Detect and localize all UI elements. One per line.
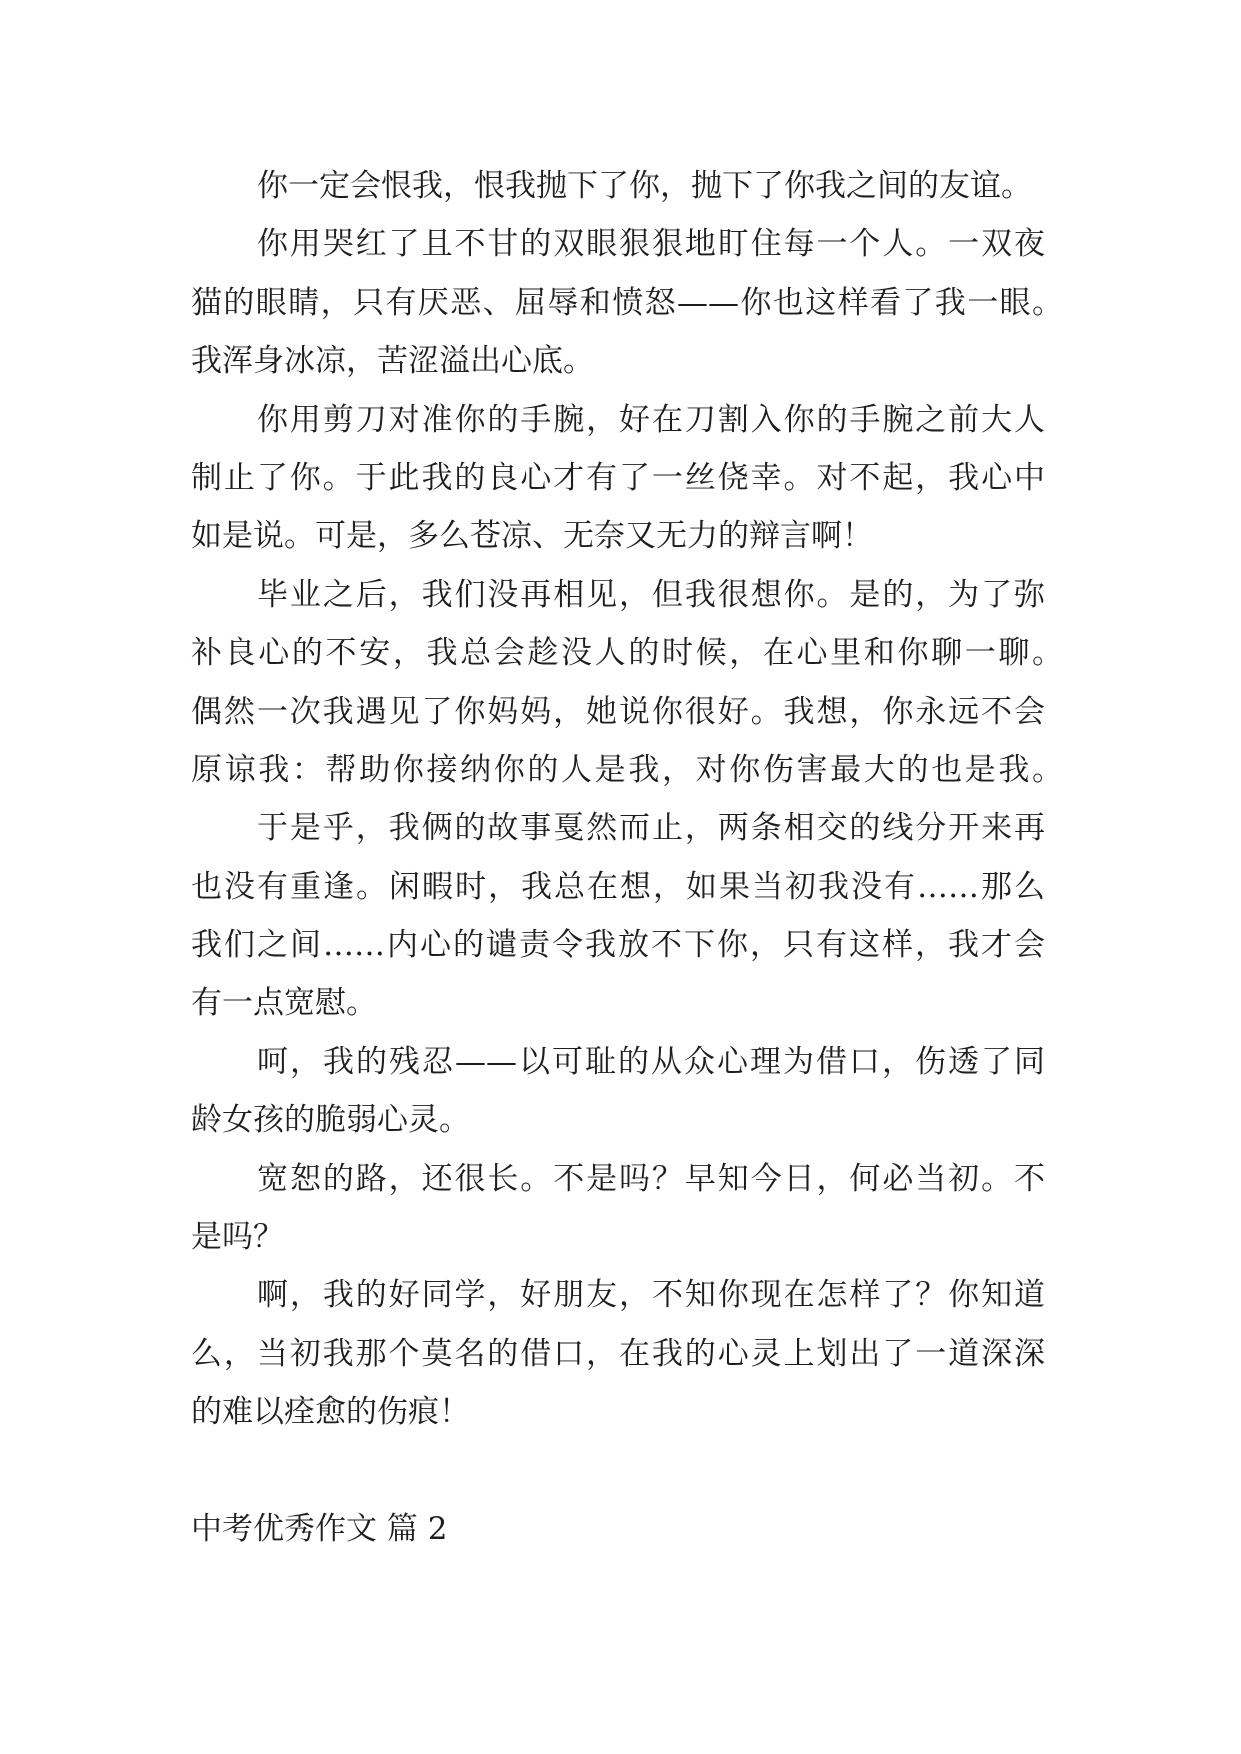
- paragraph: [191, 1150, 1071, 1267]
- paragraph-line: 有一点宽慰。: [191, 985, 377, 1022]
- paragraph-line: 也没有重逢。闲暇时，我总在想，如果当初我没有……那么: [191, 868, 1045, 905]
- paragraph-line: 于是乎，我俩的故事戛然而止，两条相交的线分开来再: [257, 810, 1045, 847]
- essay-body: [191, 157, 1071, 1558]
- paragraph-line: 么，当初我那个莫名的借口，在我的心灵上划出了一道深深: [191, 1335, 1045, 1372]
- paragraph: [191, 1266, 1071, 1441]
- paragraph-line: 你用哭红了且不甘的双眼狠狠地盯住每一个人。一双夜: [257, 226, 1045, 263]
- paragraph-line: 补良心的不安，我总会趁没人的时候，在心里和你聊一聊。: [191, 635, 1063, 672]
- paragraph-line: 呵，我的残忍——以可耻的从众心理为借口，伤透了同: [257, 1043, 1045, 1080]
- paragraph: [191, 215, 1071, 390]
- paragraph-line: 是吗？: [191, 1219, 284, 1256]
- paragraph-line: 毕业之后，我们没再相见，但我很想你。是的，为了弥: [257, 576, 1045, 613]
- paragraph-line: 龄女孩的脆弱心灵。: [191, 1102, 470, 1139]
- paragraph-line: 猫的眼睛，只有厌恶、屈辱和愤怒——你也这样看了我一眼。: [191, 284, 1063, 321]
- blank-line: [191, 1442, 1071, 1500]
- paragraph-line: 你用剪刀对准你的手腕，好在刀割入你的手腕之前大人: [257, 401, 1045, 438]
- paragraph-line: 偶然一次我遇见了你妈妈，她说你很好。我想，你永远不会: [191, 693, 1045, 730]
- paragraph-line: 如是说。可是，多么苍凉、无奈又无力的辩言啊！: [191, 518, 873, 555]
- section-heading: 中考优秀作文 篇 2: [191, 1510, 448, 1547]
- paragraph-line: 宽恕的路，还很长。不是吗？早知今日，何必当初。不: [257, 1160, 1045, 1197]
- paragraph-line: 的难以痊愈的伤痕！: [191, 1394, 470, 1431]
- paragraph-line: 原谅我：帮助你接纳你的人是我，对你伤害最大的也是我。: [191, 751, 1063, 788]
- paragraph: [191, 799, 1071, 1033]
- paragraph: [191, 391, 1071, 566]
- paragraph-line: 你一定会恨我，恨我抛下了你，抛下了你我之间的友谊。: [257, 168, 1032, 204]
- paragraph: [191, 157, 1071, 215]
- paragraph-line: 制止了你。于此我的良心才有了一丝侥幸。对不起，我心中: [191, 459, 1045, 496]
- paragraph-line: 我浑身冰凉，苦涩溢出心底。: [191, 343, 594, 380]
- paragraph: [191, 566, 1071, 800]
- paragraph-line: 我们之间……内心的谴责令我放不下你，只有这样，我才会: [191, 927, 1045, 964]
- paragraph: [191, 1033, 1071, 1150]
- paragraph-line: 啊，我的好同学，好朋友，不知你现在怎样了？你知道: [257, 1277, 1045, 1314]
